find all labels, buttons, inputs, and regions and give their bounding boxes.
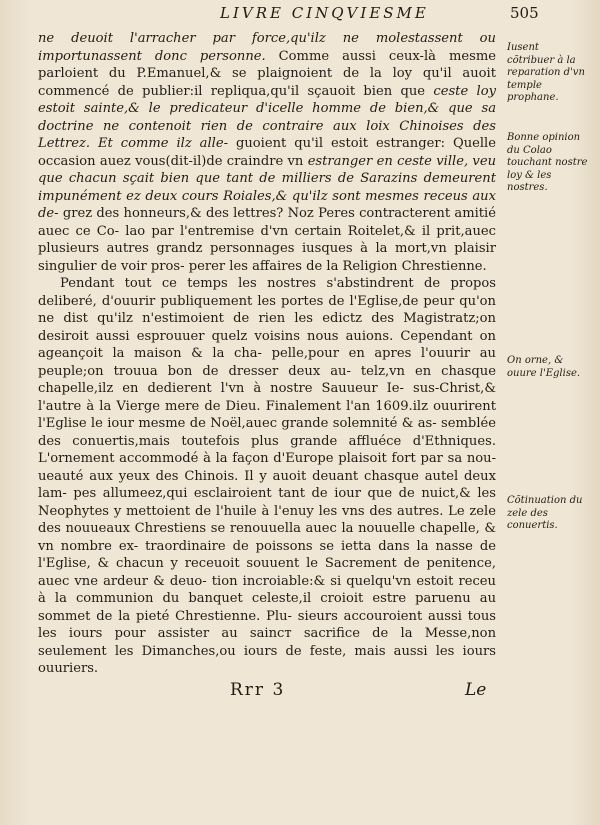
main-text-block: [38, 30, 496, 678]
margin-note: Iusent cõtribuer à la reparation d'vn temple prophane.: [507, 42, 585, 103]
text-line: L'ornement accommodé à la façon d'Europe plaisoit fort par sa nou-: [38, 451, 496, 466]
text-line: quelz voisins nous auions. Cependant on ageançoit la maison & la cha-: [38, 328, 496, 361]
text-line: la Messe,non seulement les Dimanches,ou iours de feste, mais aussi les: [38, 626, 497, 659]
text-line: y mettoient de l'huile à l'enuy les vns des autres. Le zele des nouueaux: [38, 503, 496, 536]
text-line: traordinaire de poissons se ietta dans la nasse de l'Eglise, & chacun y: [38, 538, 496, 571]
catchword: Le: [465, 680, 487, 700]
text-line: ne deuoit l'arracher par force,qu'ilz ne molestassent ou importunassent donc personne.: [38, 31, 496, 64]
text-line: semblée des conuertis,mais toutefois plus grande affluéce d'Ethniques.: [38, 416, 496, 449]
text-line: ouurirent l'Eglise le iour mesme de Noël,auec grande solemnité & as-: [38, 398, 496, 431]
text-line: lao par l'entremise d'vn certain Roitelet,& il prit,auec plusieurs autres: [38, 223, 496, 256]
text-line: sieurs accouroient aussi tous les iours pour assister au saincт sacrifice de: [38, 608, 497, 641]
text-line: grez des honneurs,& des lettres? Noz Peres contracterent amitié auec ce Co-: [38, 206, 496, 239]
text-line: guoient qu'il estoit estranger: Quelle occasion auez vous(dit-il)de craindre vn: [38, 136, 496, 169]
text-line: iours ouuriers.: [38, 643, 496, 676]
text-line: Chrestiens se renouuella auec la nouuelle chapelle, & vn nombre ex-: [38, 521, 496, 554]
page-header: [40, 4, 570, 28]
text-line: demeurent impunément ez deux cours Roiales,& qu'ilz sont mesmes receus aux de-: [38, 171, 496, 221]
text-line: de la loy qu'il auoit commencé de publier:il repliqua,qu'il sçauoit bien que: [38, 66, 496, 99]
text-line: ueauté aux yeux des Chinois. Il y auoit deuant chasque autel deux lam-: [38, 468, 496, 501]
text-line: receuoit souuent le Sacrement de penitence, auec vne ardeur & deuo-: [38, 556, 496, 589]
text-line: telz,vn en chasque chapelle,ilz en dedierent l'vn à nostre Sauueur Ie-: [38, 363, 496, 396]
signature-mark: Rrr 3: [230, 680, 286, 700]
margin-note: Bonne opinion du Colao touchant nostre loy & les nostres.: [507, 132, 588, 193]
text-line: perer les affaires de la Religion Chrestienne.: [188, 258, 487, 274]
paragraph-2: [38, 275, 496, 678]
running-head: LIVRE CINQVIESME: [220, 4, 429, 22]
text-line: contenoit rien de contraire aux loix Chinoises des Lettrez. Et comme ilz alle-: [38, 118, 496, 151]
paragraph-1: [38, 30, 496, 275]
text-line: tion incroiable:& si quelqu'vn estoit receu à la communion du banquet: [38, 573, 496, 606]
text-line: pes allumeez,qui esclairoient tant de iour que de nuict,& les Neophytes: [38, 486, 496, 519]
text-line: celeste,il croioit estre paruenu au sommet de la pieté Chrestienne. Plu-: [38, 591, 496, 624]
text-line: Pendant tout ce temps les nostres s'abstindrent de propos deliberé,: [38, 276, 496, 309]
text-line: sus-Christ,& l'autre à la Vierge mere de Dieu. Finalement l'an 1609.ilz: [38, 381, 496, 414]
text-line: grandz personnages iusques à la mort,vn plaisir singulier de voir pros-: [38, 241, 496, 274]
text-line: estranger en ceste ville, veu que chacun sçait bien que tant de milliers de Sarazins: [38, 153, 496, 186]
margin-note: Cõtinuation du zele des conuertis.: [507, 495, 583, 531]
margin-note: On orne, & ouure l'Eglise.: [507, 355, 581, 379]
text-line: d'ouurir publiquement les portes de l'Eglise,de peur qu'on ne dist qu'ilz: [38, 293, 496, 326]
text-line: n'estimoient de rien les edictz des Magistratz;on desiroit aussi esprouuer: [38, 311, 496, 344]
page-footer: [40, 680, 580, 710]
text-line: ceste loy estoit sainte,& le predicateur d'icelle homme de bien,& que sa doctrine ne: [38, 83, 496, 134]
text-line: pelle,pour en apres l'ouurir au peuple;on trouua bon de dresser deux au-: [38, 346, 496, 379]
text-line: Comme aussi ceux-là mesme parloient du P.Emanuel,& se plaignoient: [38, 48, 496, 81]
page-number: 505: [510, 4, 539, 22]
